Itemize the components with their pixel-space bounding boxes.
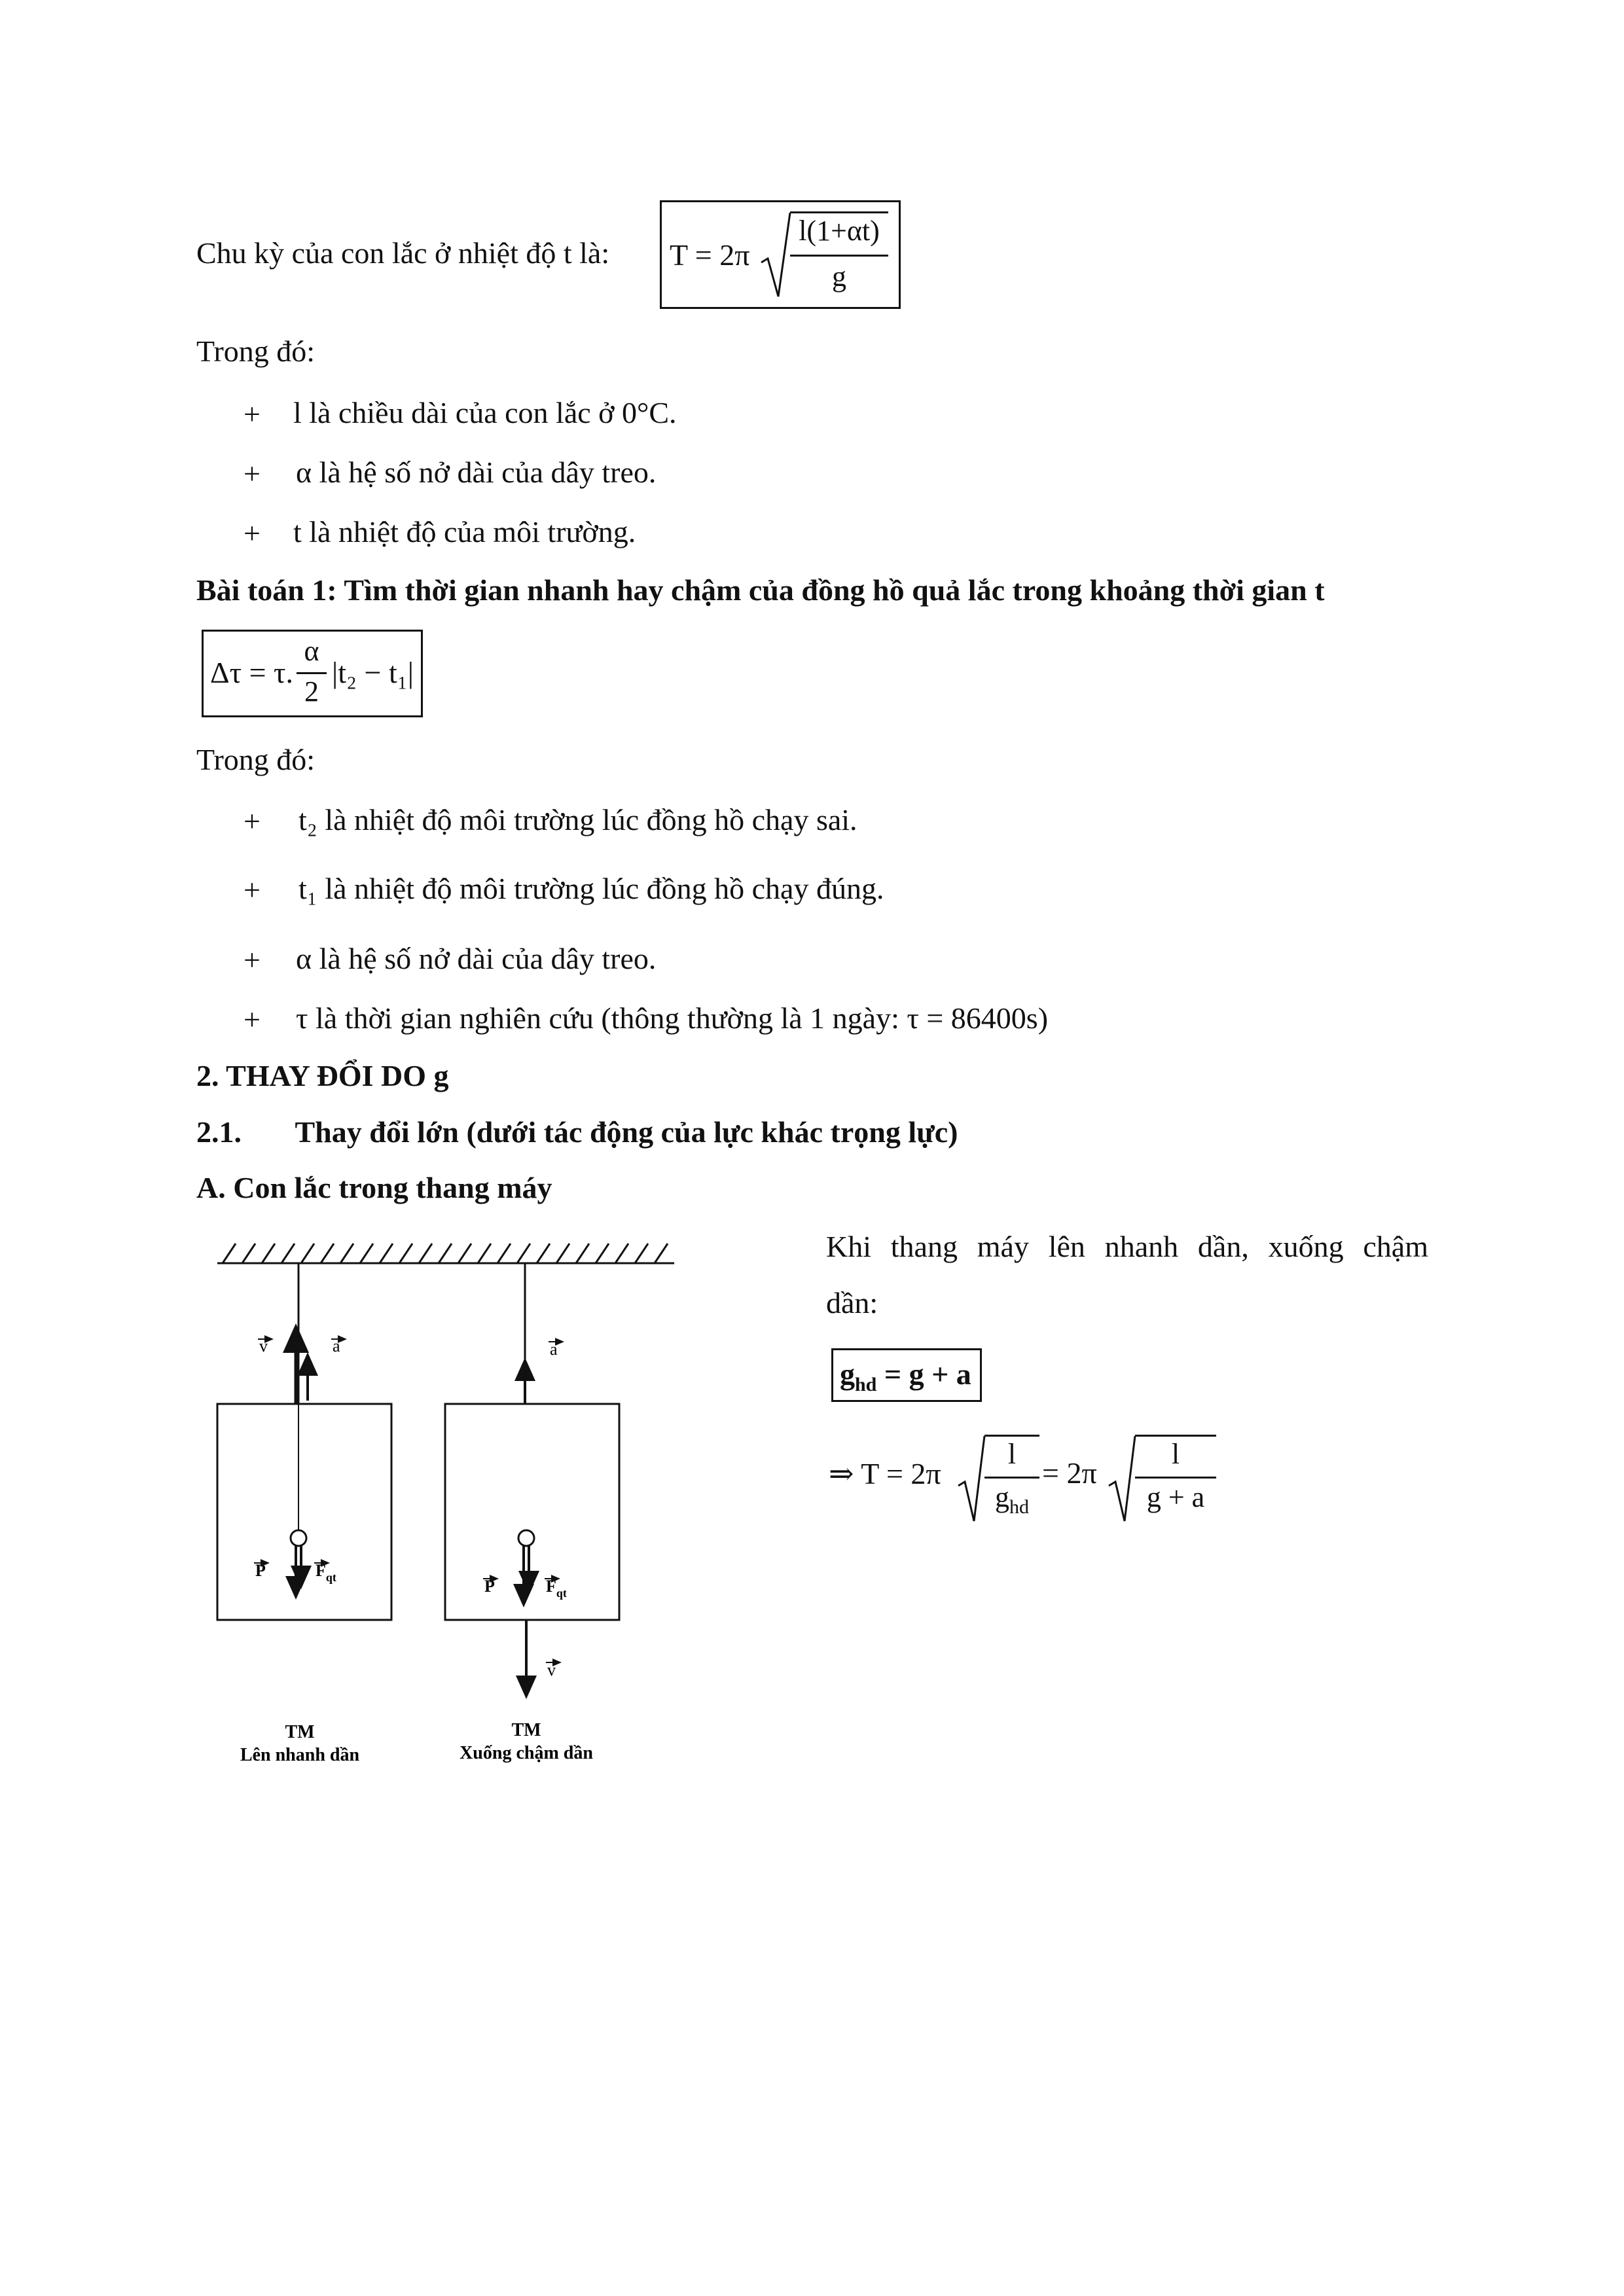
bullet: + <box>244 873 261 906</box>
sqrt-sign <box>760 210 793 302</box>
label-p-left: P <box>255 1561 266 1580</box>
label-p-right: P <box>484 1577 495 1596</box>
ghd-sub: hd <box>855 1374 877 1396</box>
label-v-right: v <box>547 1660 556 1679</box>
period-formula-box <box>660 200 901 309</box>
vector-arrows <box>254 1339 560 1662</box>
left-elevator <box>217 1263 391 1765</box>
label-a-right: a <box>550 1340 558 1359</box>
elevator-diagram <box>196 1217 694 1780</box>
dt-num: α <box>304 635 319 667</box>
fqt-sub: qt <box>556 1587 567 1600</box>
problem1-formula-box <box>202 630 423 717</box>
where1-label: Trong đó: <box>196 334 316 368</box>
symbol: α <box>296 942 312 975</box>
bullet: + <box>244 943 261 977</box>
fqt-f: F <box>316 1561 326 1580</box>
item-text: là thời gian nghiên cứu (thông thường là 1 ngày: <box>316 1001 899 1035</box>
section-a-title: A. Con lắc trong thang máy <box>196 1171 552 1204</box>
section-2-1 <box>196 1116 958 1149</box>
fqt-sub: qt <box>325 1571 336 1584</box>
symbol: t₁ <box>298 872 317 905</box>
label-fqt-left <box>316 1561 336 1584</box>
elevator-text-line2: dần: <box>826 1286 878 1319</box>
period-formula-lhs: T = 2π <box>670 238 750 272</box>
tau-value: τ = 86400s <box>907 1001 1038 1035</box>
sqrt-sign-1 <box>957 1433 986 1525</box>
dt-lhs: Δτ = τ. <box>210 656 293 689</box>
elevator-text-line1: Khi thang máy lên nhanh dần, xuống chậm <box>826 1230 1428 1263</box>
dt-abs: |t₂ − t₁| <box>332 656 414 689</box>
caption-left-1: TM <box>285 1722 315 1742</box>
where1-item-1 <box>293 397 677 430</box>
sqrt-sign-2 <box>1108 1433 1136 1525</box>
fqt-f: F <box>546 1577 556 1596</box>
period-intro: Chu kỳ của con lắc ở nhiệt độ t là: <box>196 236 610 270</box>
where2-label: Trong đó: <box>196 743 316 776</box>
ghd-g: g <box>840 1357 855 1391</box>
symbol: α <box>296 456 312 489</box>
section-number: 2.1. <box>196 1115 242 1149</box>
symbol: t₂ <box>298 803 317 836</box>
frac1-den <box>984 1480 1039 1518</box>
where2-item-2 <box>298 872 884 906</box>
bob-left <box>291 1530 306 1546</box>
where2-item-1 <box>298 804 857 837</box>
symbol: τ <box>296 1001 308 1035</box>
eq2: = 2π <box>1042 1456 1097 1490</box>
item-text: là chiều dài của con lắc ở <box>309 396 615 429</box>
frac2-den: g + a <box>1146 1481 1205 1513</box>
close-paren: ) <box>1038 1001 1049 1035</box>
bob-right <box>518 1530 534 1546</box>
ghd-rhs: = g + a <box>876 1357 971 1391</box>
bullet: + <box>244 457 261 490</box>
ghd-formula-box <box>831 1348 982 1402</box>
symbol: l <box>293 396 302 429</box>
item-text: là nhiệt độ môi trường lúc đồng hồ chạy đúng. <box>325 872 884 905</box>
bullet: + <box>244 804 261 838</box>
caption-left-2: Lên nhanh dần <box>240 1745 360 1765</box>
item-text: là nhiệt độ của môi trường. <box>309 515 636 548</box>
where1-item-2 <box>296 456 656 490</box>
t-formula <box>829 1429 1221 1528</box>
caption-right-1: TM <box>511 1720 541 1740</box>
unit: 0°C. <box>621 396 677 429</box>
frac1-den-g: g <box>995 1481 1009 1513</box>
bullet: + <box>244 516 261 550</box>
label-fqt-right <box>546 1577 567 1600</box>
dt-den: 2 <box>304 675 319 708</box>
symbol: t <box>293 515 302 548</box>
where1-item-3 <box>293 516 636 549</box>
label-v-left: v <box>259 1336 268 1355</box>
frac1-num: l <box>1007 1438 1017 1470</box>
ceiling <box>217 1244 674 1263</box>
section-title: Thay đổi lớn (dưới tác động của lực khác trọng lực) <box>295 1115 958 1149</box>
where2-item-4 <box>296 1002 1048 1035</box>
bullet: + <box>244 1003 261 1036</box>
item-text: là hệ số nở dài của dây treo. <box>319 942 657 975</box>
label-a-left: a <box>333 1336 340 1355</box>
problem1-title: Bài toán 1: Tìm thời gian nhanh hay chậm của đồng hồ quả lắc trong khoảng thời gian t <box>196 573 1325 607</box>
period-formula-num: l(1+αt) <box>799 215 880 247</box>
section-2-title: 2. THAY ĐỔI DO g <box>196 1059 449 1092</box>
frac1-den-sub: hd <box>1009 1496 1029 1518</box>
implies: ⇒ T = 2π <box>829 1457 941 1490</box>
item-text: là nhiệt độ môi trường lúc đồng hồ chạy sai. <box>325 803 857 836</box>
period-formula-den: g <box>832 260 846 293</box>
right-elevator <box>445 1263 619 1763</box>
bullet: + <box>244 397 261 431</box>
item-text: là hệ số nở dài của dây treo. <box>319 456 657 489</box>
caption-right-2: Xuống chậm dần <box>460 1743 593 1763</box>
where2-item-3 <box>296 942 656 976</box>
frac2-num: l <box>1171 1438 1180 1470</box>
